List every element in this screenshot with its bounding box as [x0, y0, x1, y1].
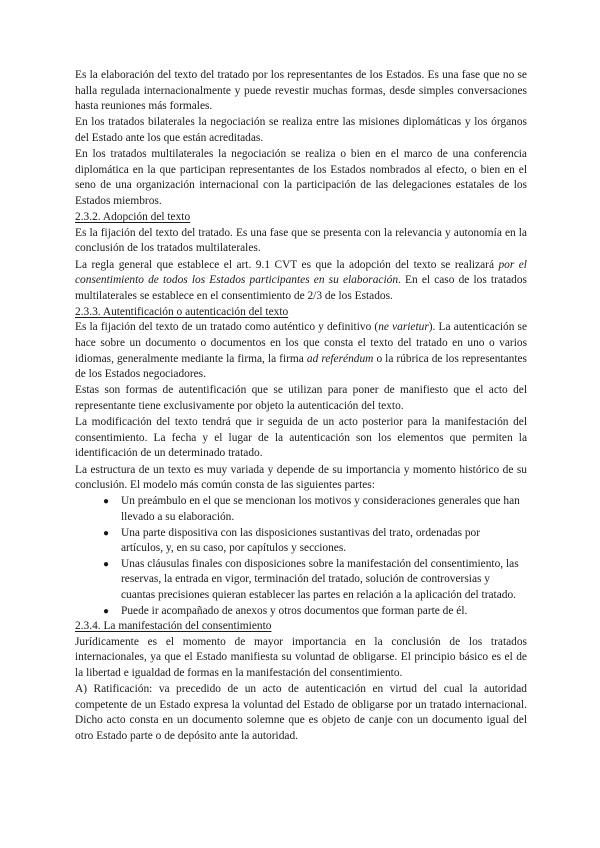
structure-list — [75, 494, 527, 619]
intro-paragraph-2: En los tratados bilaterales la negociación se realiza entre las misiones diplomáticas y los órganos del Estado ante los que están acreditadas. — [75, 116, 527, 144]
s233-p1-italic: ne varietur — [378, 321, 429, 334]
bullet-icon: ● — [103, 527, 110, 539]
s234-paragraph-1: Jurídicamente es el momento de mayor importancia en la conclusión de los tratados internacionales, ya que el Estado manifiesta su voluntad de obligarse. El principio básico es el de la libertad e igualdad de formas en la manifestación del consentimiento. — [75, 635, 527, 679]
section-heading-2-3-4: 2.3.4. La manifestación del consentimiento — [75, 620, 272, 633]
section-heading-2-3-2: 2.3.2. Adopción del texto — [75, 211, 191, 224]
s233-p1-italic-2: ad referéndum — [306, 352, 374, 365]
bullet-icon: ● — [103, 496, 110, 508]
s234-paragraph-2: A) Ratificación: va precedido de un acto de autenticación en virtud del cual la autoridad competente de un Estado expresa la voluntad del Estado de obligarse por un tratado internacional. Dicho acto consta en un documento solemne que es objeto de canje con un documento igual del otro Estado parte o de depósito ante la autoridad. — [75, 683, 527, 742]
s232-p2-text-b: . En el caso de los tratados multilaterales se establece en el consentimiento de 2/3 de los Estados. — [75, 274, 527, 302]
list-item — [103, 604, 527, 620]
s233-p1-text-a: Es la fijación del texto de un tratado como auténtico y definitivo ( — [75, 321, 379, 334]
document-page — [75, 68, 527, 745]
list-item — [103, 557, 527, 604]
s232-paragraph-1: Es la fijación del texto del tratado. Es una fase que se presenta con la relevancia y autonomía en la conclusión de los tratados multilaterales. — [75, 226, 527, 255]
s232-p2-italic: por el consentimiento de todos los Estados participantes en su elaboración — [75, 258, 527, 287]
bullet-icon: ● — [103, 558, 110, 570]
intro-paragraph-3: En los tratados multilaterales la negociación se realiza o bien en el marco de una conferencia diplomática en la que participan representantes de los Estados nombrados al efecto, o bien en el seno de una organización internacional con la participación de las delegaciones estatales de los Estados miembros. — [75, 148, 527, 207]
s233-p1-text-b: ). La autenticación se hace sobre un documento o documentos en los que consta el texto del tratado en uno o varios idiomas, generalmente mediante la firma, la firma — [75, 321, 527, 365]
s233-paragraph-1 — [75, 320, 527, 382]
list-item-text: Una parte dispositiva con las disposiciones sustantivas del trato, ordenadas por artículos, y, en su caso, por capítulos y secciones. — [121, 526, 481, 555]
s233-paragraph-3: La modificación del texto tendrá que ir seguida de un acto posterior para la manifestación del consentimiento. La fecha y el lugar de la autenticación son los elementos que permiten la identificación de un determinado tratado. — [75, 416, 527, 460]
list-item-text: Puede ir acompañado de anexos y otros documentos que forman parte de él. — [121, 604, 468, 617]
list-item-text: Un preámbulo en el que se mencionan los motivos y consideraciones generales que han llevado a su elaboración. — [121, 495, 520, 523]
section-heading-2-3-3: 2.3.3. Autentificación o autenticación del texto — [75, 305, 289, 318]
s233-paragraph-4: La estructura de un texto es muy variada y depende de su importancia y momento histórico de su conclusión. El modelo más común consta de las siguientes partes: — [75, 463, 527, 492]
list-item — [103, 526, 527, 557]
list-item-text: Unas cláusulas finales con disposiciones sobre la manifestación del consentimiento, las reservas, la entrada en vigor, terminación del tratado, solución de controversias y cuantas precisiones quieran establecer las partes en relación a la aplicación del tratado. — [121, 557, 519, 601]
s232-p2-text-a: La regla general que establece el art. 9.1 CVT es que la adopción del texto se realizará — [75, 258, 499, 271]
s233-p1-text-c: o la rúbrica de los representantes de los Estados negociadores. — [75, 352, 527, 381]
bullet-icon: ● — [103, 605, 110, 617]
intro-paragraph-1: Es la elaboración del texto del tratado por los representantes de los Estados. Es una fase que no se halla regulada internacionalmente y puede revestir muchas formas, desde simples conversaciones hasta reuniones más formales. — [75, 69, 527, 113]
s232-paragraph-2 — [75, 258, 527, 305]
list-item — [103, 494, 527, 525]
s233-paragraph-2: Estas son formas de autentificación que se utilizan para poner de manifiesto que el acto del representante tiene exclusivamente por objeto la autenticación del texto. — [75, 384, 527, 413]
